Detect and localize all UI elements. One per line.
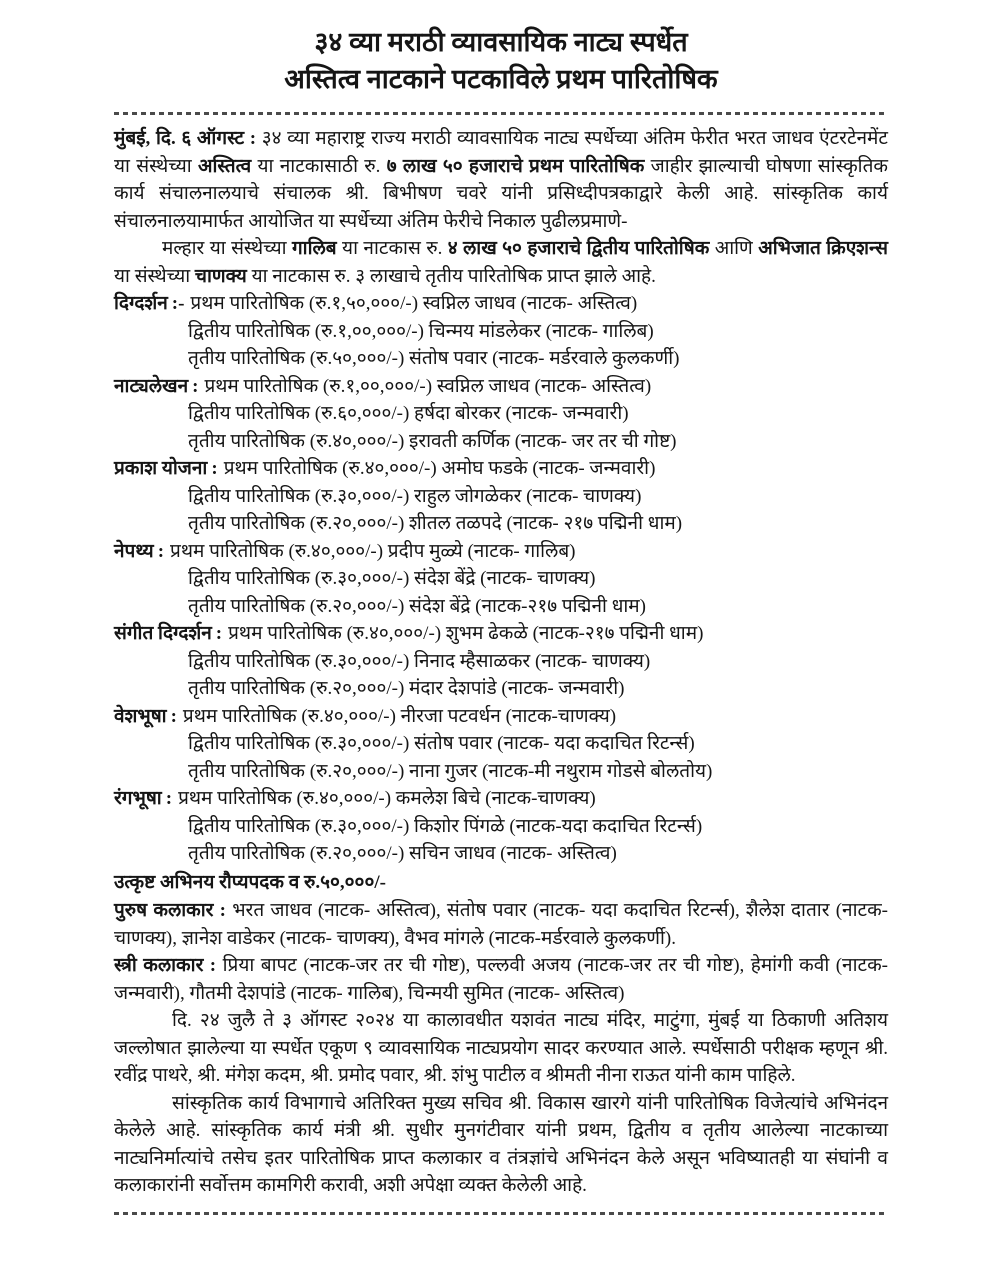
award-section-set-design bbox=[114, 538, 888, 621]
closing-paragraph-2: सांस्कृतिक कार्य विभागाचे अतिरिक्त मुख्य सचिव श्री. विकास खारगे यांनी पारितोषिक विजेत्यांचे अभिनंदन केलेले आहे. सांस्कृतिक कार्य मंत्री श्री. सुधीर मुनगंटीवार यांनी प्रथम, द्वितीय व तृतीय आलेल्या नाटकाच्या नाट्यनिर्मात्यांचे तसेच इतर पारितोषिक प्राप्त कलाकार व तंत्रज्ञांचे अभिनंदन केले असून भविष्यातही या संघांनी व कलाकारांनी सर्वोत्तम कामगिरी करावी, अशी अपेक्षा व्यक्त केलेली आहे. bbox=[114, 1092, 888, 1196]
section-header: संगीत दिग्दर्शन bbox=[114, 623, 212, 644]
award-line-second: द्वितीय पारितोषिक (रु.३०,०००/-) संदेश बेंद्रे (नाटक- चाणक्य) bbox=[188, 568, 596, 589]
award-line-first: प्रथम पारितोषिक (रु.१,५०,०००/-) स्वप्निल जाधव (नाटक- अस्तित्व) bbox=[190, 293, 638, 314]
intro-paragraph-1: मुंबई, दि. ६ ऑगस्ट : ३४ व्या महाराष्ट्र राज्य मराठी व्यावसायिक नाट्य स्पर्धेच्या अंतिम फेरीत भरत जाधव एंटरटेनमेंट या संस्थेच्या अस्तित्व या नाटकासाठी रु. ७ लाख ५० हजाराचे प्रथम पारितोषिक जाहीर झाल्याची घोषणा सांस्कृतिक कार्य संचालनालयाचे संचालक श्री. बिभीषण चवरे यांनी प्रसिध्दीपत्रकाद्वारे केली आहे. सांस्कृतिक कार्य संचालनालयामार्फत आयोजित या स्पर्धेच्या अंतिम फेरीचे निकाल पुढीलप्रमाणे- bbox=[114, 128, 889, 232]
section-header: प्रकाश योजना bbox=[114, 458, 208, 479]
award-line-third: तृतीय पारितोषिक (रु.२०,०००/-) शीतल तळपदे (नाटक- २१७ पद्मिनी धाम) bbox=[188, 513, 683, 534]
top-separator bbox=[114, 112, 888, 115]
award-section-makeup bbox=[114, 785, 888, 868]
award-line-third: तृतीय पारितोषिक (रु.२०,०००/-) नाना गुजर (नाटक-मी नथुराम गोडसे बोलतोय) bbox=[188, 760, 713, 782]
silver-medal-heading: उत्कृष्ट अभिनय रौप्यपदक व रु.५०,०००/- bbox=[114, 871, 386, 893]
section-header: नाट्यलेखन bbox=[114, 375, 189, 397]
section-header: दिग्दर्शन bbox=[114, 293, 168, 314]
section-header: वेशभूषा bbox=[114, 705, 167, 727]
female-artists-paragraph: स्त्री कलाकार : प्रिया बापट (नाटक-जर तर ची गोष्ट), पल्लवी अजय (नाटक-जर तर ची गोष्ट), हेमांगी कवी (नाटक-जन्मवारी), गौतमी देशपांडे (नाटक- गालिब), चिन्मयी सुमित (नाटक- अस्तित्व) bbox=[114, 955, 889, 1004]
section-colon: : bbox=[165, 788, 173, 809]
award-line-first: प्रथम पारितोषिक (रु.४०,०००/-) शुभम ढेकळे (नाटक-२१७ पद्मिनी धाम) bbox=[228, 623, 704, 644]
section-colon: : bbox=[157, 540, 165, 562]
document-body bbox=[114, 125, 888, 1200]
section-header: रंगभूषा bbox=[114, 788, 162, 809]
award-section-playwriting bbox=[114, 373, 888, 456]
award-line-first: प्रथम पारितोषिक (रु.४०,०००/-) प्रदीप मुळ्ये (नाटक- गालिब) bbox=[170, 540, 576, 562]
award-line-third: तृतीय पारितोषिक (रु.२०,०००/-) संदेश बेंद्रे (नाटक-२१७ पद्मिनी धाम) bbox=[188, 595, 646, 617]
award-line-third: तृतीय पारितोषिक (रु.२०,०००/-) सचिन जाधव (नाटक- अस्तित्व) bbox=[188, 843, 617, 864]
page-title-line1: ३४ व्या मराठी व्यावसायिक नाट्य स्पर्धेत bbox=[314, 27, 688, 57]
section-colon: : bbox=[192, 375, 199, 397]
award-section-direction bbox=[114, 290, 888, 373]
award-line-second: द्वितीय पारितोषिक (रु.३०,०००/-) किशोर पिंगळे (नाटक-यदा कदाचित रिटर्न्स) bbox=[188, 815, 703, 837]
award-section-music-direction bbox=[114, 620, 888, 703]
award-line-third: तृतीय पारितोषिक (रु.५०,०००/-) संतोष पवार (नाटक- मर्डरवाले कुलकर्णी) bbox=[188, 348, 680, 369]
award-line-second: द्वितीय पारितोषिक (रु.३०,०००/-) राहुल जोगळेकर (नाटक- चाणक्य) bbox=[188, 485, 642, 507]
award-line-first: प्रथम पारितोषिक (रु.४०,०००/-) कमलेश बिचे (नाटक-चाणक्य) bbox=[178, 788, 596, 809]
award-section-costume bbox=[114, 703, 888, 786]
section-colon: : bbox=[215, 623, 223, 644]
award-line-second: द्वितीय पारितोषिक (रु.३०,०००/-) निनाद म्हैसाळकर (नाटक- चाणक्य) bbox=[188, 650, 651, 672]
award-line-first: प्रथम पारितोषिक (रु.१,००,०००/-) स्वप्निल जाधव (नाटक- अस्तित्व) bbox=[204, 375, 652, 397]
page-title-line2: अस्तित्व नाटकाने पटकाविले प्रथम पारितोषिक bbox=[284, 64, 718, 94]
award-line-second: द्वितीय पारितोषिक (रु.६०,०००/-) हर्षदा बोरकर (नाटक- जन्मवारी) bbox=[188, 403, 629, 424]
award-line-second: द्वितीय पारितोषिक (रु.१,००,०००/-) चिन्मय मांडलेकर (नाटक- गालिब) bbox=[188, 320, 654, 342]
award-line-first: प्रथम पारितोषिक (रु.४०,०००/-) नीरजा पटवर्धन (नाटक-चाणक्य) bbox=[182, 705, 617, 727]
award-line-first: प्रथम पारितोषिक (रु.४०,०००/-) अमोघ फडके (नाटक- जन्मवारी) bbox=[223, 458, 656, 479]
section-header: नेपथ्य bbox=[114, 540, 154, 562]
section-colon: : bbox=[211, 458, 218, 479]
section-colon: : bbox=[170, 705, 177, 727]
male-artists-paragraph: पुरुष कलाकार : भरत जाधव (नाटक- अस्तित्व), संतोष पवार (नाटक- यदा कदाचित रिटर्न्स), शैलेश दातार (नाटक- चाणक्य), ज्ञानेश वाडेकर (नाटक- चाणक्य), वैभव मांगले (नाटक-मर्डरवाले कुलकर्णी). bbox=[114, 900, 888, 949]
bottom-separator bbox=[114, 1212, 888, 1215]
section-colon: :- bbox=[171, 293, 185, 314]
award-line-third: तृतीय पारितोषिक (रु.४०,०००/-) इरावती कर्णिक (नाटक- जर तर ची गोष्ट) bbox=[188, 430, 677, 452]
award-section-lighting bbox=[114, 455, 888, 538]
award-line-third: तृतीय पारितोषिक (रु.२०,०००/-) मंदार देशपांडे (नाटक- जन्मवारी) bbox=[188, 678, 625, 699]
closing-paragraph-1: दि. २४ जुलै ते ३ ऑगस्ट २०२४ या कालावधीत यशवंत नाट्य मंदिर, माटुंगा, मुंबई या ठिकाणी अतिशय जल्लोषात झालेल्या या स्पर्धेत एकूण ९ व्यावसायिक नाट्यप्रयोग सादर करण्यात आले. स्पर्धेसाठी परीक्षक म्हणून श्री. रवींद्र पाथरे, श्री. मंगेश कदम, श्री. प्रमोद पवार, श्री. शंभु पाटील व श्रीमती नीना राऊत यांनी काम पाहिले. bbox=[114, 1010, 888, 1086]
award-line-second: द्वितीय पारितोषिक (रु.३०,०००/-) संतोष पवार (नाटक- यदा कदाचित रिटर्न्स) bbox=[188, 733, 695, 754]
intro-paragraph-2: मल्हार या संस्थेच्या गालिब या नाटकास रु. ४ लाख ५० हजाराचे द्वितीय पारितोषिक आणि अभिजात क्रिएशन्स या संस्थेच्या चाणक्य या नाटकास रु. ३ लाखाचे तृतीय पारितोषिक प्राप्त झाले आहे. bbox=[114, 238, 889, 287]
